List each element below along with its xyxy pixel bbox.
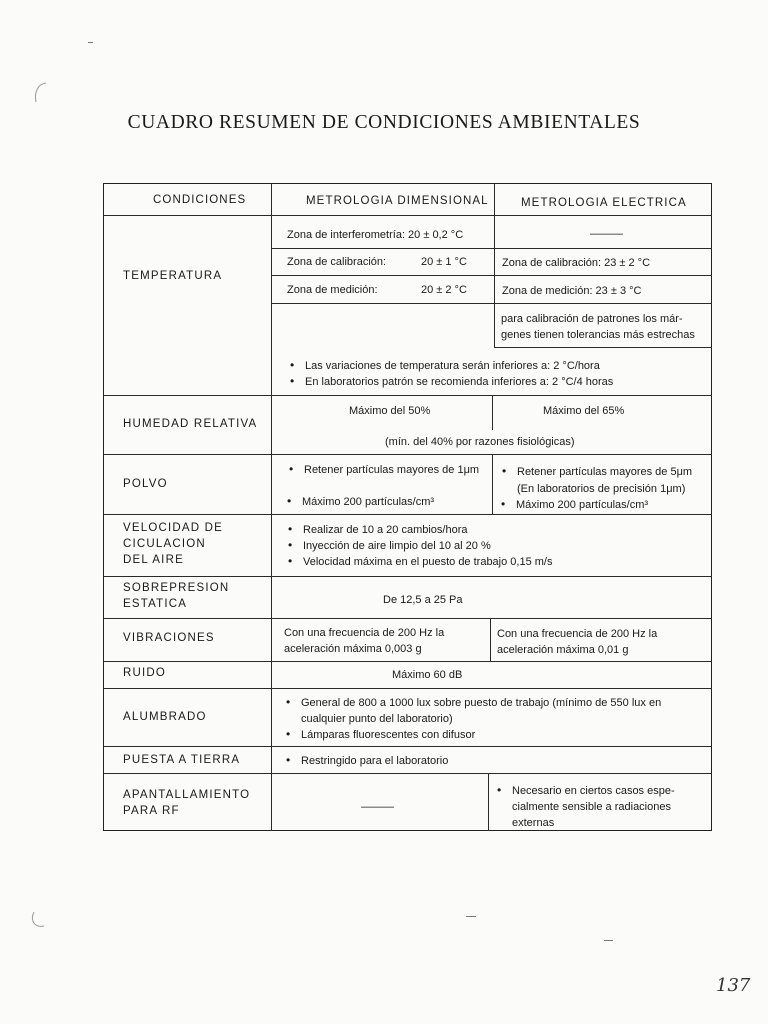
page-title: CUADRO RESUMEN DE CONDICIONES AMBIENTALES [127,112,641,133]
velocidad-item-1: • Realizar de 10 a 20 cambios/hora [303,522,467,538]
elec-humedad-max: Máximo del 65% [543,405,625,417]
label-puesta-a-tierra: PUESTA A TIERRA [123,754,241,766]
label-apantallamiento-2: PARA RF [123,805,180,817]
dim-vibraciones-1: Con una frecuencia de 200 Hz la [284,627,445,639]
elec-calibracion: Zona de calibración: 23 ± 2 °C [502,257,651,269]
velocidad-item-3: • Velocidad máxima en el puesto de trabajo 0,15 m/s [303,554,552,570]
elec-medicion: Zona de medición: 23 ± 3 °C [502,285,642,297]
speck-dash-1 [466,916,476,917]
humedad-note: (mín. del 40% por razones fisiológicas) [385,436,575,448]
elec-vibraciones-1: Con una frecuencia de 200 Hz la [497,628,658,640]
elec-polvo-3: • Máximo 200 partículas/cm³ [516,497,648,513]
velocidad-item-2: • Inyección de aire limpio del 10 al 20 % [303,538,491,554]
speck-dash-2 [604,940,613,941]
label-polvo: POLVO [123,478,168,490]
elec-note-line-1: para calibración de patrones los már- [501,313,683,325]
label-humedad-relativa: HUMEDAD RELATIVA [123,418,258,430]
binder-hole-mark-top [28,78,62,108]
page-number: 137 [716,975,751,996]
elec-note-line-2: genes tienen tolerancias más estrechas [501,329,695,341]
label-velocidad-1: VELOCIDAD DE [123,522,224,534]
header-metrologia-electrica: METROLOGIA ELECTRICA [521,197,687,209]
elec-polvo-2: (En laboratorios de precisión 1μm) [517,483,686,495]
label-sobrepresion-1: SOBREPRESION [123,582,230,594]
tierra-item: • Restringido para el laboratorio [301,753,448,769]
elec-polvo-1: • Retener partículas mayores de 5μm [517,464,692,480]
dim-medicion-value: 20 ± 2 °C [421,284,467,296]
alumbrado-item-1: • General de 800 a 1000 lux sobre puesto de trabajo (mínimo de 550 lux en cualquier punto del laboratorio) [286,695,662,725]
elec-vibraciones-2: aceleración máxima 0,01 g [497,644,629,656]
label-temperatura: TEMPERATURA [123,270,223,282]
dim-polvo-2: • Máximo 200 partículas/cm³ [302,494,434,510]
label-vibraciones: VIBRACIONES [123,632,215,644]
binder-hole-mark-bottom [26,908,56,934]
dim-humedad-max: Máximo del 50% [349,405,431,417]
temperatura-bullet-1: • Las variaciones de temperatura serán inferiores a: 2 °C/hora [305,358,600,374]
label-velocidad-2: CICULACION [123,538,206,550]
header-condiciones: CONDICIONES [153,194,247,206]
dim-polvo-1: • Retener partículas mayores de 1μm [304,462,479,478]
dim-apantallamiento: ——— [361,801,394,813]
sobrepresion-value: De 12,5 a 25 Pa [383,594,463,606]
label-ruido: RUIDO [123,667,167,679]
label-alumbrado: ALUMBRADO [123,711,207,723]
temperatura-bullet-2: • En laboratorios patrón se recomienda inferiores a: 2 °C/4 horas [305,374,613,390]
label-velocidad-3: DEL AIRE [123,554,184,566]
dim-zona-interferometria: Zona de interferometría: 20 ± 0,2 °C [287,229,464,241]
speck-dash-3 [88,42,93,43]
alumbrado-item-2: • Lámparas fluorescentes con difusor [301,727,475,743]
dim-calibracion-value: 20 ± 1 °C [421,256,467,268]
elec-zona-interferometria: ——— [590,228,623,240]
ruido-value: Máximo 60 dB [392,669,463,681]
elec-apantallamiento-text: Necesario en ciertos casos espe- cialmente sensible a radiaciones externas [512,785,675,829]
label-apantallamiento-1: APANTALLAMIENTO [123,789,251,801]
dim-medicion-label: Zona de medición: [287,284,378,296]
dim-vibraciones-2: aceleración máxima 0,003 g [284,643,422,655]
dim-calibracion-label: Zona de calibración: [287,256,387,268]
alumbrado-item-1-text: General de 800 a 1000 lux sobre puesto de trabajo (mínimo de 550 lux en cualquier punto del laboratorio) [301,697,662,725]
label-sobrepresion-2: ESTATICA [123,598,188,610]
elec-apantallamiento: • Necesario en ciertos casos espe- cialmente sensible a radiaciones externas [497,783,675,829]
header-metrologia-dimensional: METROLOGIA DIMENSIONAL [306,195,489,207]
